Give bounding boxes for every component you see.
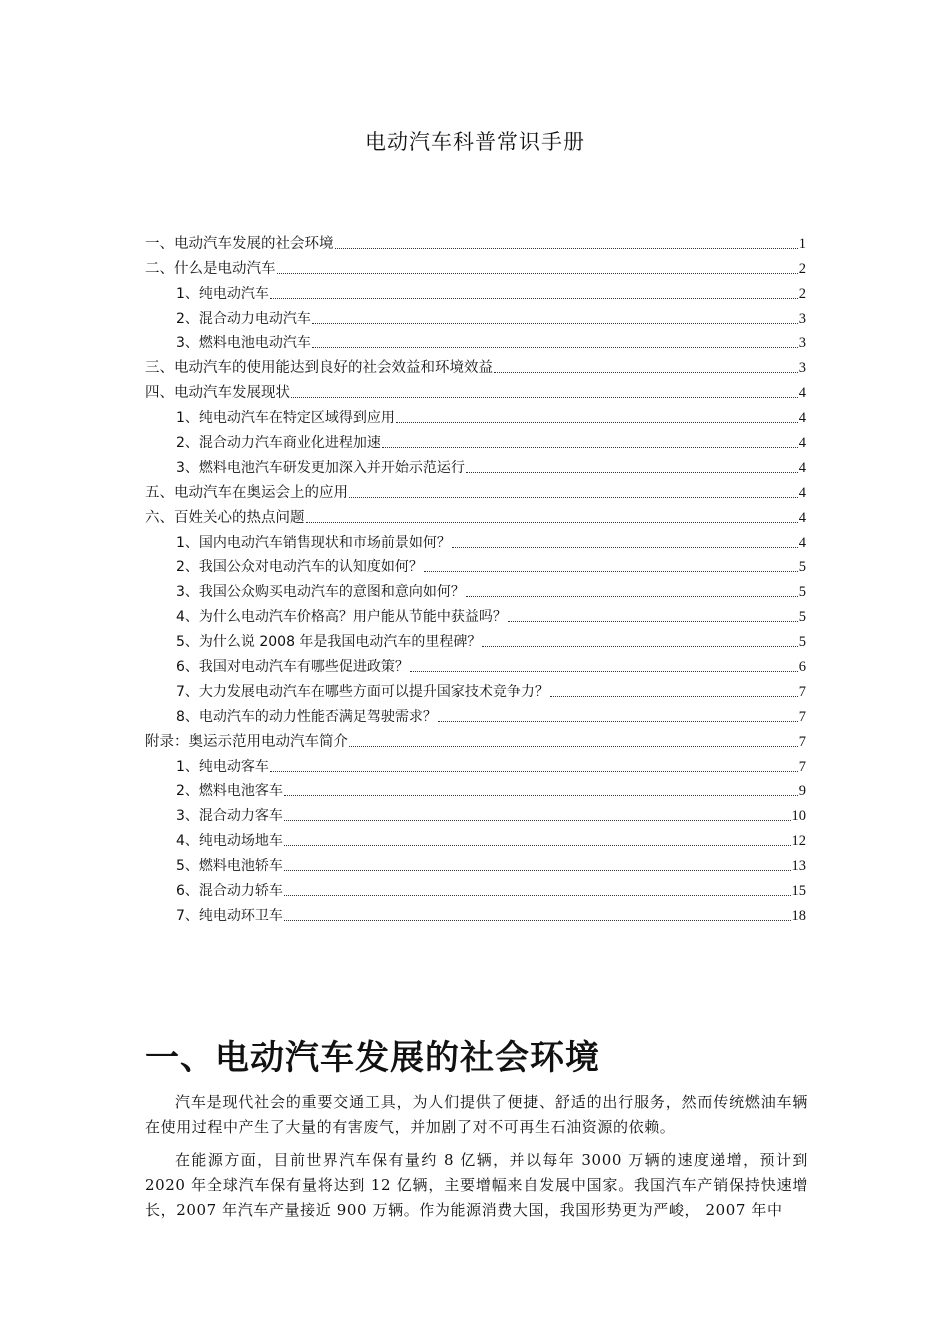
toc-page-number: 9 (798, 783, 806, 800)
toc-page-number: 4 (798, 484, 806, 501)
toc-dot-leader (312, 347, 798, 348)
toc-entry-title: 三、电动汽车的使用能达到良好的社会效益和环境效益 (145, 360, 493, 377)
toc-entry[interactable] (145, 328, 806, 353)
toc-dot-leader (277, 273, 798, 274)
toc-page-number: 4 (798, 435, 806, 452)
toc-entry[interactable] (145, 726, 806, 751)
toc-entry-title: 五、电动汽车在奥运会上的应用 (145, 484, 348, 501)
toc-page-number: 5 (798, 584, 806, 601)
toc-entry-title: 2、我国公众对电动汽车的认知度如何？ (176, 559, 423, 576)
toc-dot-leader (284, 820, 791, 821)
toc-dot-leader (284, 870, 791, 871)
toc-entry-title: 3、我国公众购买电动汽车的意图和意向如何？ (176, 584, 465, 601)
toc-entry-title: 1、纯电动客车 (176, 758, 269, 775)
toc-dot-leader (452, 547, 798, 548)
toc-page-number: 13 (791, 858, 806, 875)
toc-entry-title: 1、纯电动汽车在特定区域得到应用 (176, 410, 395, 427)
toc-dot-leader (550, 696, 798, 697)
toc-dot-leader (494, 372, 798, 373)
toc-page-number: 3 (798, 335, 806, 352)
toc-entry[interactable] (145, 253, 806, 278)
toc-entry[interactable] (145, 800, 806, 825)
toc-page-number: 4 (798, 385, 806, 402)
toc-dot-leader (291, 397, 798, 398)
toc-entry[interactable] (145, 825, 806, 850)
toc-entry-title: 6、混合动力轿车 (176, 883, 283, 900)
toc-page-number: 4 (798, 410, 806, 427)
toc-entry[interactable] (145, 452, 806, 477)
toc-page-number: 5 (798, 609, 806, 626)
toc-page-number: 4 (798, 534, 806, 551)
toc-dot-leader (284, 845, 791, 846)
toc-dot-leader (396, 422, 798, 423)
toc-entry[interactable] (145, 427, 806, 452)
table-of-contents (145, 228, 806, 925)
toc-dot-leader (382, 447, 798, 448)
toc-entry-title: 2、燃料电池客车 (176, 783, 283, 800)
toc-page-number: 5 (798, 634, 806, 651)
toc-dot-leader (410, 671, 798, 672)
body-paragraph: 在能源方面，目前世界汽车保有量约 8 亿辆，并以每年 3000 万辆的速度递增，预计到 2020 年全球汽车保有量将达到 12 亿辆，主要增幅来自发展中国家。我国汽车产销保持快速增长，2007 年汽车产量接近 900 万辆。作为能源消费大国，我国形势更为严峻， 2007 年中 (145, 1151, 808, 1219)
toc-page-number: 7 (798, 758, 806, 775)
toc-dot-leader (284, 895, 791, 896)
toc-entry[interactable] (145, 303, 806, 328)
toc-entry-title: 6、我国对电动汽车有哪些促进政策？ (176, 659, 409, 676)
toc-page-number: 6 (798, 659, 806, 676)
toc-dot-leader (312, 323, 798, 324)
toc-page-number: 7 (798, 708, 806, 725)
toc-entry-title: 5、燃料电池轿车 (176, 858, 283, 875)
toc-page-number: 5 (798, 559, 806, 576)
toc-entry[interactable] (145, 278, 806, 303)
toc-page-number: 2 (798, 285, 806, 302)
toc-entry-title: 2、混合动力汽车商业化进程加速 (176, 435, 381, 452)
toc-entry-title: 4、为什么电动汽车价格高？用户能从节能中获益吗？ (176, 609, 507, 626)
toc-dot-leader (335, 248, 798, 249)
toc-entry-title: 4、纯电动场地车 (176, 833, 283, 850)
toc-dot-leader (424, 571, 798, 572)
toc-dot-leader (349, 746, 798, 747)
toc-entry[interactable] (145, 626, 806, 651)
section-body (145, 1090, 808, 1231)
toc-page-number: 4 (798, 459, 806, 476)
section-heading: 一、电动汽车发展的社会环境 (145, 1038, 600, 1078)
toc-dot-leader (508, 621, 798, 622)
toc-page-number: 15 (791, 883, 806, 900)
toc-entry[interactable] (145, 576, 806, 601)
toc-dot-leader (270, 771, 798, 772)
toc-dot-leader (284, 920, 791, 921)
toc-page-number: 12 (791, 833, 806, 850)
toc-entry-title: 5、为什么说 2008 年是我国电动汽车的里程碑？ (176, 634, 482, 651)
toc-entry-title: 3、混合动力客车 (176, 808, 283, 825)
toc-dot-leader (349, 497, 798, 498)
toc-page-number: 10 (791, 808, 806, 825)
toc-page-number: 18 (791, 907, 806, 924)
toc-entry-title: 3、燃料电池汽车研发更加深入并开始示范运行 (176, 459, 465, 476)
toc-entry-title: 3、燃料电池电动汽车 (176, 335, 311, 352)
toc-dot-leader (306, 522, 798, 523)
toc-entry[interactable] (145, 527, 806, 552)
toc-entry[interactable] (145, 751, 806, 776)
toc-dot-leader (284, 795, 798, 796)
toc-page-number: 3 (798, 360, 806, 377)
toc-entry-title: 附录：奥运示范用电动汽车简介 (145, 733, 348, 750)
toc-page-number: 4 (798, 509, 806, 526)
toc-entry-title: 8、电动汽车的动力性能否满足驾驶需求？ (176, 708, 437, 725)
toc-dot-leader (438, 721, 798, 722)
toc-entry-title: 2、混合动力电动汽车 (176, 310, 311, 327)
toc-entry[interactable] (145, 377, 806, 402)
toc-entry-title: 7、大力发展电动汽车在哪些方面可以提升国家技术竞争力？ (176, 683, 549, 700)
toc-entry[interactable] (145, 601, 806, 626)
toc-page-number: 1 (798, 235, 806, 252)
toc-dot-leader (270, 298, 798, 299)
toc-entry[interactable] (145, 402, 806, 427)
toc-page-number: 3 (798, 310, 806, 327)
toc-entry[interactable] (145, 352, 806, 377)
body-paragraph: 汽车是现代社会的重要交通工具，为人们提供了便捷、舒适的出行服务，然而传统燃油车辆在使用过程中产生了大量的有害废气，并加剧了对不可再生石油资源的依赖。 (145, 1093, 808, 1136)
toc-entry-title: 六、百姓关心的热点问题 (145, 509, 305, 526)
toc-entry[interactable] (145, 701, 806, 726)
document-title: 电动汽车科普常识手册 (365, 130, 585, 154)
toc-page-number: 2 (798, 260, 806, 277)
toc-entry[interactable] (145, 900, 806, 925)
toc-entry[interactable] (145, 651, 806, 676)
toc-entry[interactable] (145, 477, 806, 502)
toc-entry[interactable] (145, 776, 806, 801)
toc-entry-title: 1、纯电动汽车 (176, 285, 269, 302)
toc-dot-leader (466, 472, 798, 473)
toc-entry[interactable] (145, 552, 806, 577)
toc-entry[interactable] (145, 676, 806, 701)
toc-dot-leader (482, 646, 797, 647)
toc-entry[interactable] (145, 502, 806, 527)
toc-entry-title: 1、国内电动汽车销售现状和市场前景如何？ (176, 534, 451, 551)
toc-entry-title: 二、什么是电动汽车 (145, 260, 276, 277)
toc-entry-title: 一、电动汽车发展的社会环境 (145, 235, 334, 252)
toc-page-number: 7 (798, 683, 806, 700)
toc-page-number: 7 (798, 733, 806, 750)
toc-entry-title: 7、纯电动环卫车 (176, 907, 283, 924)
toc-entry[interactable] (145, 228, 806, 253)
toc-dot-leader (466, 596, 798, 597)
toc-entry-title: 四、电动汽车发展现状 (145, 385, 290, 402)
toc-entry[interactable] (145, 850, 806, 875)
toc-entry[interactable] (145, 875, 806, 900)
